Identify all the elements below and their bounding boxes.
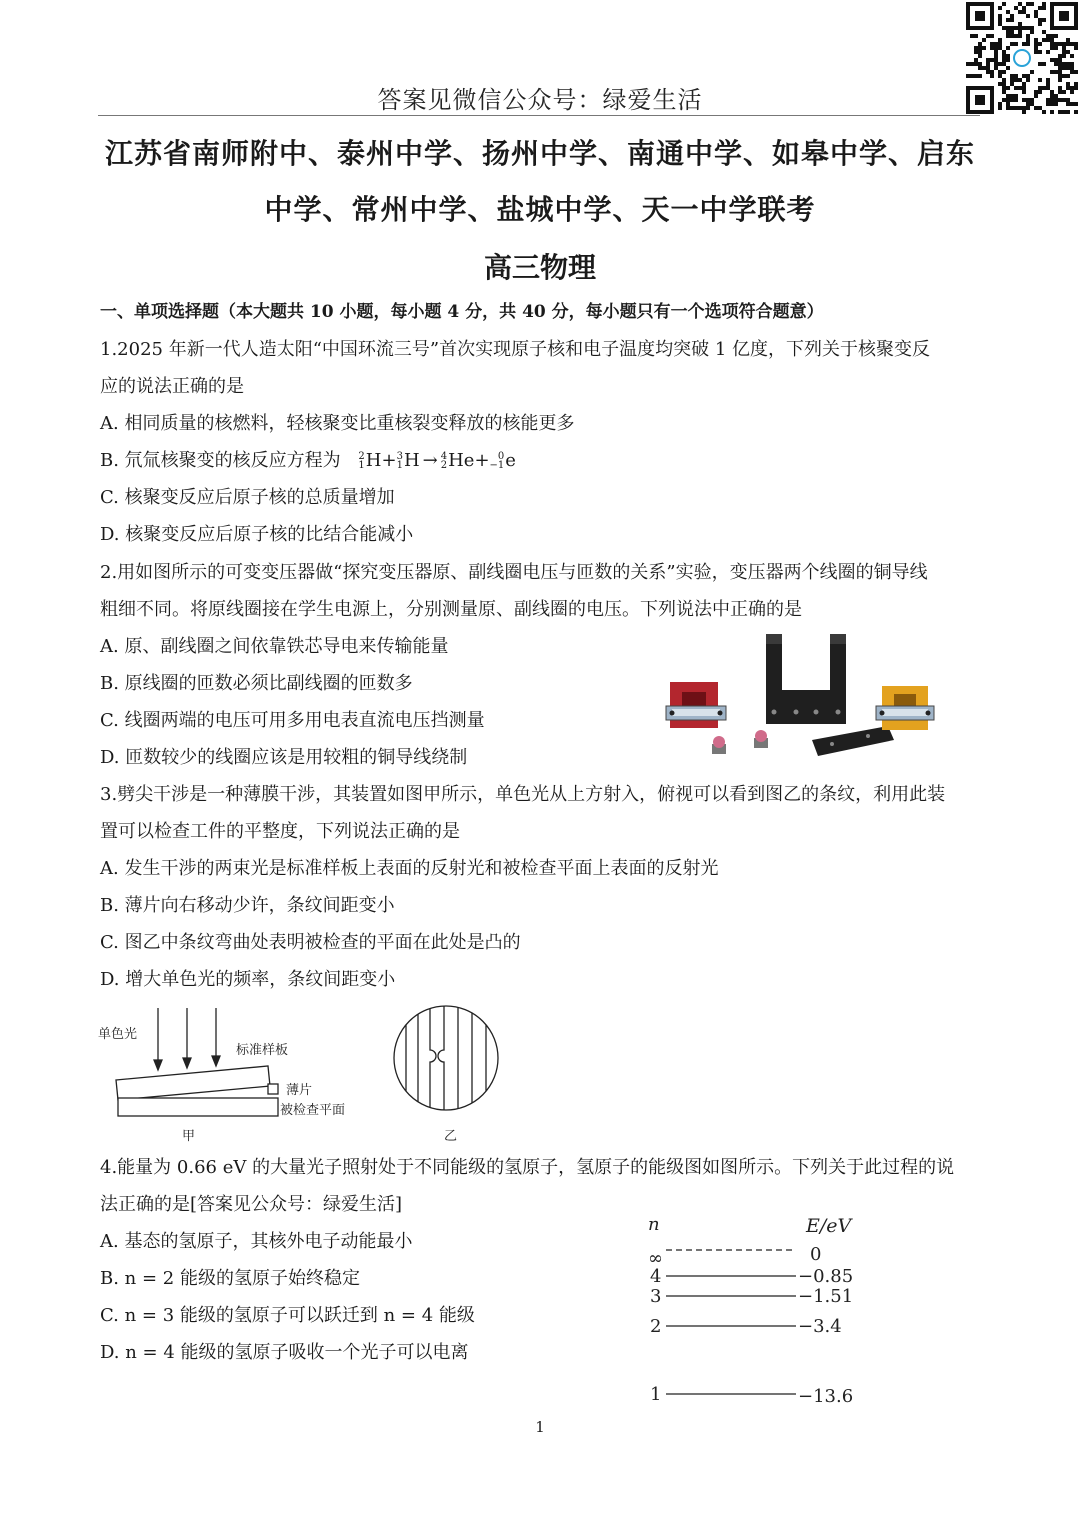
label-standard-plate: 标准样板 — [236, 1043, 289, 1058]
nuclear-equation: 2 1 H+ 3 1 H → 4 2 He+ 0 −1 e — [358, 450, 516, 471]
header-rule — [98, 115, 980, 116]
q4-option-c: C. n = 3 能级的氢原子可以跃迁到 n = 4 能级 — [100, 1305, 475, 1326]
title-line-1: 江苏省南师附中、泰州中学、扬州中学、南通中学、如皋中学、启东 — [104, 137, 975, 170]
q2-stem-line-2: 粗细不同。将原线圈接在学生电源上，分别测量原、副线圈的电压。下列说法中正确的是 — [100, 599, 802, 620]
level-e-2: −3.4 — [798, 1316, 842, 1337]
level-n-4: 4 — [650, 1266, 662, 1287]
q1-stem-line-2: 应的说法正确的是 — [100, 376, 244, 397]
page-number: 1 — [535, 1418, 545, 1436]
q2-option-d: D. 匝数较少的线圈应该是用较粗的铜导线绕制 — [100, 747, 468, 768]
axis-label-energy: E/eV — [806, 1215, 852, 1237]
reaction-arrow: → — [422, 450, 438, 471]
level-n-inf: ∞ — [648, 1248, 663, 1269]
level-e-1: −13.6 — [798, 1386, 854, 1407]
iron-core-illustration — [766, 634, 846, 724]
label-monochromatic-light: 单色光 — [98, 1027, 138, 1042]
level-e-inf: 0 — [810, 1244, 822, 1265]
q2-stem-line-1: 2.用如图所示的可变变压器做“探究变压器原、副线圈电压与匝数的关系”实验，变压器两个线圈的铜导线 — [100, 562, 928, 583]
terminal-knobs-illustration — [712, 730, 768, 754]
shim-shape — [268, 1084, 278, 1094]
caption-yi: 乙 — [444, 1129, 458, 1144]
q1-option-b-text: B. 氘氚核聚变的核反应方程为 — [100, 450, 341, 471]
q2-option-b: B. 原线圈的匝数必须比副线圈的匝数多 — [100, 673, 413, 694]
transformer-photo — [662, 632, 948, 772]
q1-option-a: A. 相同质量的核燃料，轻核聚变比重核裂变释放的核能更多 — [100, 413, 575, 434]
energy-level-diagram — [640, 1208, 870, 1408]
level-e-3: −1.51 — [798, 1286, 854, 1307]
level-n-3: 3 — [650, 1286, 662, 1307]
red-coil-illustration — [666, 682, 726, 728]
q3-stem-line-2: 置可以检查工件的平整度，下列说法正确的是 — [100, 821, 460, 842]
q4-option-a: A. 基态的氢原子，其核外电子动能最小 — [100, 1231, 413, 1252]
subject-title: 高三物理 — [483, 251, 596, 284]
level-n-1: 1 — [650, 1384, 662, 1405]
q4-stem-line-1: 4.能量为 0.66 eV 的大量光子照射处于不同能级的氢原子，氢原子的能级图如图所示。下列关于此过程的说 — [100, 1157, 955, 1178]
caption-jia: 甲 — [182, 1129, 196, 1144]
q1-option-b — [100, 449, 516, 473]
q3-stem-line-1: 3.劈尖干涉是一种薄膜干涉，其装置如图甲所示，单色光从上方射入，俯视可以看到图乙的条纹，利用此装 — [100, 784, 946, 805]
q1-stem-line-1: 1.2025 年新一代人造太阳“中国环流三号”首次实现原子核和电子温度均突破 1 亿度，下列关于核聚变反 — [100, 339, 930, 360]
q1-option-c: C. 核聚变反应后原子核的总质量增加 — [100, 487, 395, 508]
inspected-surface-shape — [118, 1098, 278, 1116]
q1-option-d: D. 核聚变反应后原子核的比结合能减小 — [100, 524, 414, 545]
q4-stem-line-2: 法正确的是[答案见公众号：绿爱生活] — [100, 1194, 403, 1215]
title-line-2: 中学、常州中学、盐城中学、天一中学联考 — [264, 193, 816, 226]
incident-light-arrows — [154, 1008, 220, 1070]
iron-bar-illustration — [812, 726, 894, 756]
q3-option-b: B. 薄片向右移动少许，条纹间距变小 — [100, 895, 395, 916]
wedge-interference-figure — [96, 1002, 366, 1144]
q4-option-b: B. n = 2 能级的氢原子始终稳定 — [100, 1268, 360, 1289]
q3-option-c: C. 图乙中条纹弯曲处表明被检查的平面在此处是凸的 — [100, 932, 521, 953]
q3-option-d: D. 增大单色光的频率，条纹间距变小 — [100, 969, 396, 990]
q3-option-a: A. 发生干涉的两束光是标准样板上表面的反射光和被检查平面上表面的反射光 — [100, 858, 719, 879]
q2-option-c: C. 线圈两端的电压可用多用电表直流电压挡测量 — [100, 710, 485, 731]
section-heading: 一、单项选择题（本大题共 10 小题，每小题 4 分，共 40 分，每小题只有一个选项符合题意） — [100, 302, 824, 322]
level-e-4: −0.85 — [798, 1266, 854, 1287]
label-inspected-surface: 被检查平面 — [280, 1103, 346, 1118]
axis-label-n: n — [648, 1214, 660, 1235]
interference-fringes-figure — [388, 1002, 508, 1144]
level-n-2: 2 — [650, 1316, 662, 1337]
label-shim: 薄片 — [286, 1083, 313, 1098]
yellow-coil-illustration — [876, 686, 934, 730]
header-notice: 答案见微信公众号：绿爱生活 — [377, 86, 703, 114]
q4-option-d: D. n = 4 能级的氢原子吸收一个光子可以电离 — [100, 1342, 469, 1363]
standard-plate-shape — [116, 1066, 270, 1100]
q2-option-a: A. 原、副线圈之间依靠铁芯导电来传输能量 — [100, 636, 449, 657]
